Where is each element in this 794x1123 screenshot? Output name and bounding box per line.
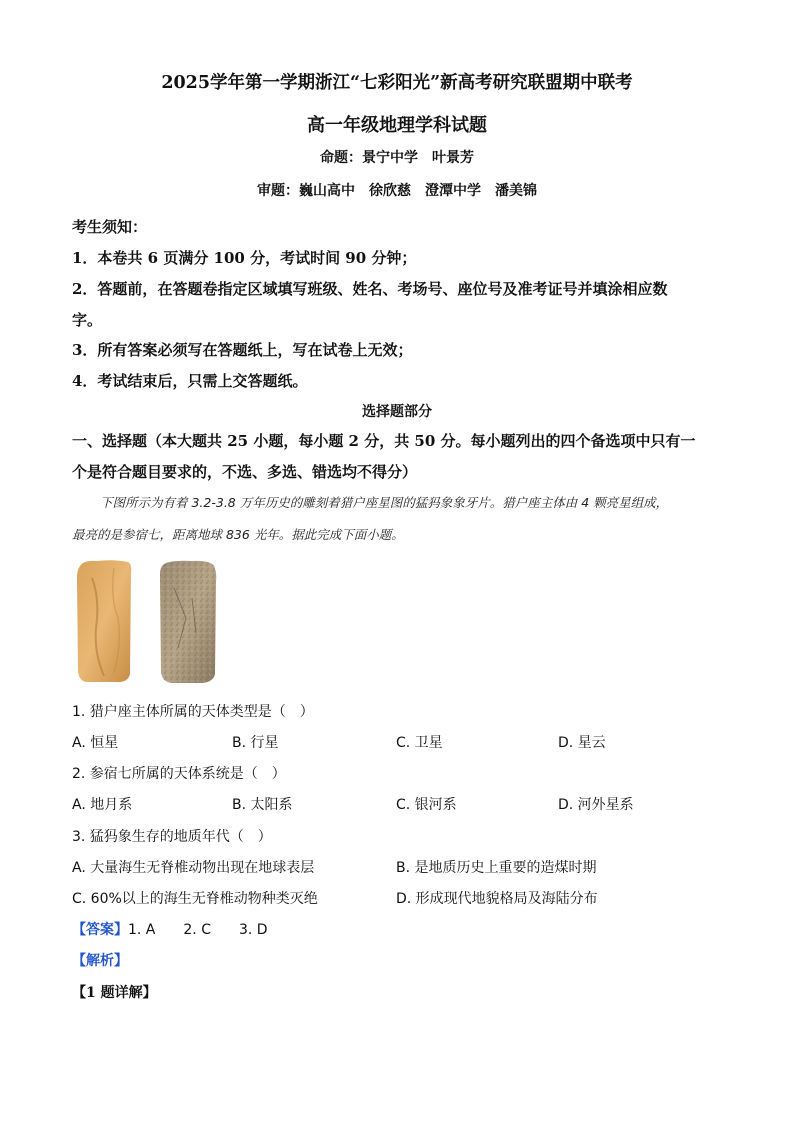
question-2-stem: 2. 参宿七所属的天体系统是（ ） [72,766,286,782]
q3-option-d: D. 形成现代地貌格局及海陆分布 [396,891,598,907]
section-heading: 一、选择题（本大题共 25 小题，每小题 2 分，共 50 分。每小题列出的四个备选项中只有一 [72,432,696,450]
exam-subtitle: 高一年级地理学科试题 [307,115,487,136]
analysis-label: 【解析】 [72,953,128,969]
notice-item-2-cont: 字。 [72,311,103,329]
detail-label: 【1 题详解】 [72,985,157,1001]
intro-line-1: 下图所示为有着 3.2-3.8 万年历史的雕刻着猎户座星图的猛犸象象牙片。猎户座主体由 4 颗亮星组成， [100,495,669,510]
q1-option-c: C. 卫星 [396,735,443,751]
question-1-stem: 1. 猎户座主体所属的天体类型是（ ） [72,704,314,720]
mammoth-ivory-image [74,558,222,686]
answer-values: 1. A 2. C 3. D [128,922,268,938]
notice-heading: 考生须知： [72,218,148,236]
q1-option-b: B. 行星 [232,735,279,751]
q2-option-d: D. 河外星系 [558,797,634,813]
answer-line [72,923,268,937]
q3-option-a: A. 大量海生无脊椎动物出现在地球表层 [72,860,315,876]
notice-item-3: 3．所有答案必须写在答题纸上，写在试卷上无效； [72,341,413,359]
exam-title: 2025学年第一学期浙江“七彩阳光”新高考研究联盟期中联考 [161,73,633,93]
intro-line-2: 最亮的是参宿七，距离地球 836 光年。据此完成下面小题。 [72,527,404,542]
q2-option-a: A. 地月系 [72,797,133,813]
reviewer-line: 审题：巍山高中 徐欣慈 澄潭中学 潘美锦 [257,183,537,199]
q2-option-b: B. 太阳系 [232,797,293,813]
q1-option-a: A. 恒星 [72,735,119,751]
answer-label: 【答案】 [72,922,128,938]
section-title: 选择题部分 [362,404,432,420]
q3-option-c: C. 60%以上的海生无脊椎动物种类灭绝 [72,891,318,907]
notice-item-1: 1．本卷共 6 页满分 100 分，考试时间 90 分钟； [72,249,417,267]
q1-option-d: D. 星云 [558,735,606,751]
q3-option-b: B. 是地质历史上重要的造煤时期 [396,860,597,876]
author-line: 命题：景宁中学 叶景芳 [320,150,474,166]
q2-option-c: C. 银河系 [396,797,457,813]
question-3-stem: 3. 猛犸象生存的地质年代（ ） [72,829,272,845]
notice-item-4: 4．考试结束后，只需上交答题纸。 [72,372,308,390]
section-heading-cont: 个是符合题目要求的，不选、多选、错选均不得分） [72,463,418,481]
notice-item-2: 2．答题前，在答题卷指定区域填写班级、姓名、考场号、座位号及准考证号并填涂相应数 [72,280,668,298]
